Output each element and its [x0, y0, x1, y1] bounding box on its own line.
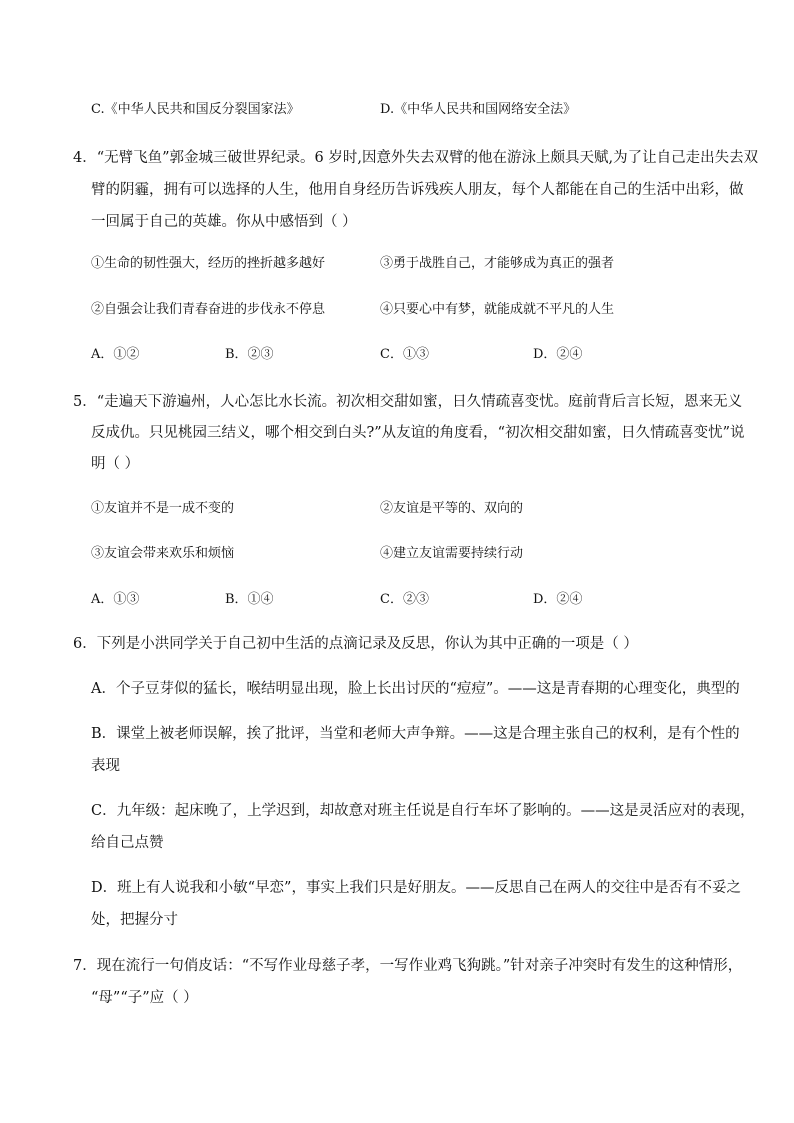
q6-option-b-line-2: 表现	[91, 758, 120, 774]
q5-answer-d: D．②④	[533, 592, 583, 607]
q5-item-1: ①友谊并不是一成不变的	[91, 501, 235, 516]
q6-option-c-line-2: 给自己点赞	[91, 835, 164, 851]
q5-stem-line-3: 明（ ）	[91, 456, 140, 472]
q7-stem-line-2: “母”“子”应（ ）	[91, 990, 198, 1006]
q6-option-c-line-1: C．九年级：起床晚了，上学迟到，却故意对班主任说是自行车坏了影响的。——这是灵活应对的表现，	[91, 803, 755, 819]
q6-stem: 6．下列是小洪同学关于自己初中生活的点滴记录及反思，你认为其中正确的一项是（ ）	[73, 636, 638, 652]
q6-option-d-line-2: 处，把握分寸	[91, 912, 178, 928]
q3-option-d: D.《中华人民共和国网络安全法》	[380, 102, 577, 117]
q5-stem-line-2: 反成仇。只见桃园三结义，哪个相交到白头?”从友谊的角度看，“初次相交甜如蜜，日久情疏喜变忧”说	[91, 425, 745, 441]
q5-item-2: ②友谊是平等的、双向的	[380, 501, 524, 516]
q5-item-4: ④建立友谊需要持续行动	[380, 546, 524, 561]
q4-item-2: ②自强会让我们青春奋进的步伐永不停息	[91, 302, 326, 317]
q4-stem-line-1: 4．“无臂飞鱼”郭金城三破世界纪录。6 岁时,因意外失去双臂的他在游泳上颇具天赋,为了让自己走出失去双	[73, 150, 759, 166]
q5-answer-a: A．①③	[91, 592, 140, 607]
q4-item-3: ③勇于战胜自己，才能够成为真正的强者	[380, 256, 615, 271]
q6-option-d-line-1: D．班上有人说我和小敏“早恋”，事实上我们只是好朋友。——反思自己在两人的交往中是否有不妥之	[91, 880, 741, 896]
q4-answer-a: A．①②	[91, 347, 140, 362]
q5-item-3: ③友谊会带来欢乐和烦恼	[91, 546, 235, 561]
q4-answer-b: B．②③	[225, 347, 274, 362]
q4-answer-c: C．①③	[380, 347, 429, 362]
q5-answer-b: B．①④	[225, 592, 274, 607]
q7-stem-line-1: 7．现在流行一句俏皮话：“不写作业母慈子孝，一写作业鸡飞狗跳。”针对亲子冲突时有发生的这种情形，	[73, 958, 743, 974]
q3-option-c: C.《中华人民共和国反分裂国家法》	[91, 102, 300, 117]
q6-option-a: A．个子豆芽似的猛长，喉结明显出现，脸上长出讨厌的“痘痘”。——这是青春期的心理变化，典型的	[91, 681, 740, 697]
q6-option-b-line-1: B．课堂上被老师误解，挨了批评，当堂和老师大声争辩。——这是合理主张自己的权利，是有个性的	[91, 726, 740, 742]
q4-answer-d: D．②④	[533, 347, 583, 362]
q4-item-4: ④只要心中有梦，就能成就不平凡的人生	[380, 302, 615, 317]
q5-answer-c: C．②③	[380, 592, 429, 607]
q4-stem-line-2: 臂的阴霾，拥有可以选择的人生，他用自身经历告诉残疾人朋友，每个人都能在自己的生活中出彩，做	[91, 182, 744, 198]
q4-item-1: ①生命的韧性强大，经历的挫折越多越好	[91, 256, 326, 271]
q5-stem-line-1: 5．“走遍天下游遍州，人心怎比水长流。初次相交甜如蜜，日久情疏喜变忧。庭前背后言长短，恩来无义	[73, 394, 743, 410]
q4-stem-line-3: 一回属于自己的英雄。你从中感悟到（ ）	[91, 214, 357, 230]
